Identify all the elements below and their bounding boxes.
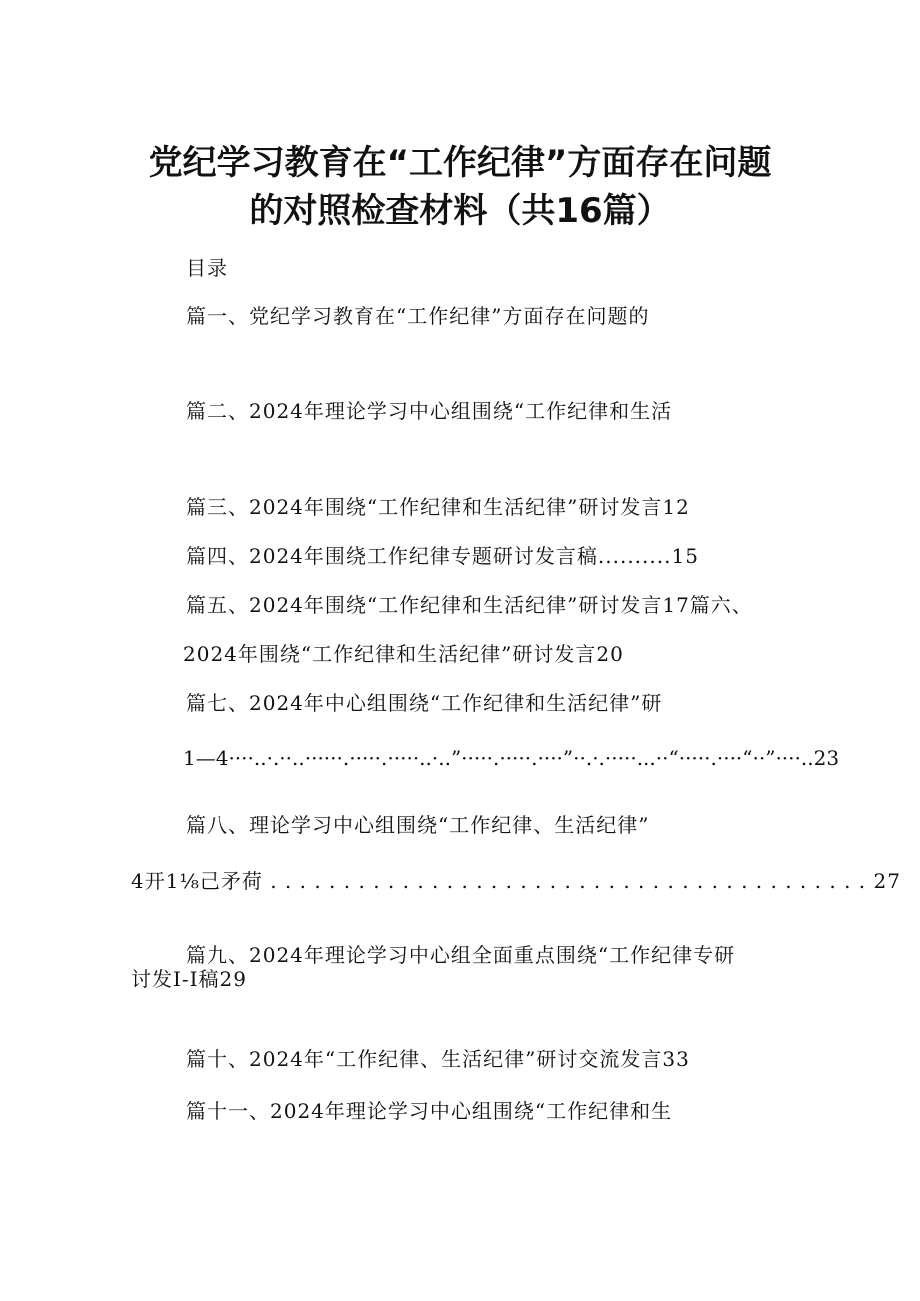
- toc-entry-8-continued: 4开1⅛己矛荷 . . . . . . . . . . . . . . . . . . . . . . . . . . . . . . . . . . . . . . . . . 27: [131, 869, 901, 893]
- toc-entry-2: 篇二、2024年理论学习中心组围绕“工作纪律和生活: [186, 399, 673, 423]
- toc-entry-7: 篇七、2024年中心组围绕“工作纪律和生活纪律”研: [186, 691, 663, 715]
- toc-entry-3: 篇三、2024年围绕“工作纪律和生活纪律”研讨发言12: [186, 495, 690, 519]
- toc-entry-5: 篇五、2024年围绕“工作纪律和生活纪律”研讨发言17篇六、: [186, 593, 753, 617]
- toc-entry-9-continued: 讨发I-I稿29: [131, 967, 248, 991]
- toc-entry-1: 篇一、党纪学习教育在“工作纪律”方面存在问题的: [186, 304, 650, 328]
- toc-entry-11: 篇十一、2024年理论学习中心组围绕“工作纪律和生: [186, 1099, 673, 1123]
- toc-entry-9: 篇九、2024年理论学习中心组全面重点围绕“工作纪律专研: [186, 943, 736, 967]
- toc-entry-6-continued: 2024年围绕“工作纪律和生活纪律”研讨发言20: [183, 642, 624, 666]
- document-title-line-1: 党纪学习教育在“工作纪律”方面存在问题: [148, 143, 772, 183]
- toc-entry-7-continued: 1—4····..·.··..······.·····.·····..·..”·····.·····.····”··.·.·····...··“·····.····“··”····..23: [183, 746, 840, 770]
- document-title-line-2: 的对照检查材料（共16篇）: [249, 191, 671, 231]
- toc-entry-8: 篇八、理论学习中心组围绕“工作纪律、生活纪律”: [186, 813, 650, 837]
- toc-heading: 目录: [186, 256, 228, 280]
- toc-entry-10: 篇十、2024年“工作纪律、生活纪律”研讨交流发言33: [186, 1047, 690, 1071]
- toc-entry-4: 篇四、2024年围绕工作纪律专题研讨发言稿..........15: [186, 544, 699, 568]
